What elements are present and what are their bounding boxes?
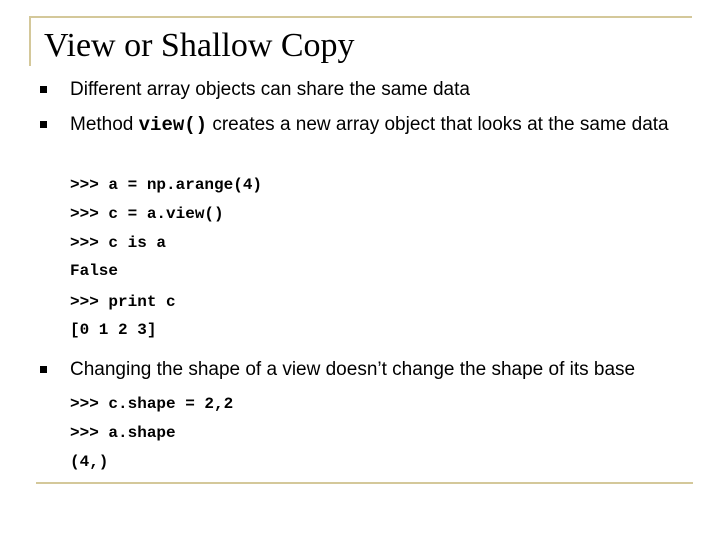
bullet-2-text-after: creates a new array object that looks at the same data: [207, 114, 669, 135]
frame-left-line: [29, 16, 31, 66]
code-line-1-3: >>> c is a: [70, 234, 167, 252]
bullet-marker-2: [40, 121, 47, 128]
frame-bottom-line: [36, 482, 693, 484]
code-line-1-6: [0 1 2 3]: [70, 321, 157, 339]
code-line-1-1: >>> a = np.arange(4): [70, 176, 263, 194]
bullet-text-1: Different array objects can share the same data: [70, 79, 470, 100]
code-line-1-2: >>> c = a.view(): [70, 205, 224, 223]
bullet-2-code: view(): [138, 114, 208, 136]
code-line-2-1: >>> c.shape = 2,2: [70, 395, 234, 413]
code-line-2-2: >>> a.shape: [70, 424, 176, 442]
slide-title: View or Shallow Copy: [44, 27, 355, 64]
code-line-2-3: (4,): [70, 453, 109, 471]
bullet-marker-3: [40, 366, 47, 373]
frame-top-line: [29, 16, 692, 18]
bullet-marker-1: [40, 86, 47, 93]
code-line-1-5: >>> print c: [70, 293, 176, 311]
bullet-2-text-before: Method: [70, 114, 139, 135]
code-line-1-4: False: [70, 262, 119, 280]
bullet-text-3: Changing the shape of a view doesn’t change the shape of its base: [70, 359, 636, 380]
bullet-text-2: [70, 113, 690, 137]
